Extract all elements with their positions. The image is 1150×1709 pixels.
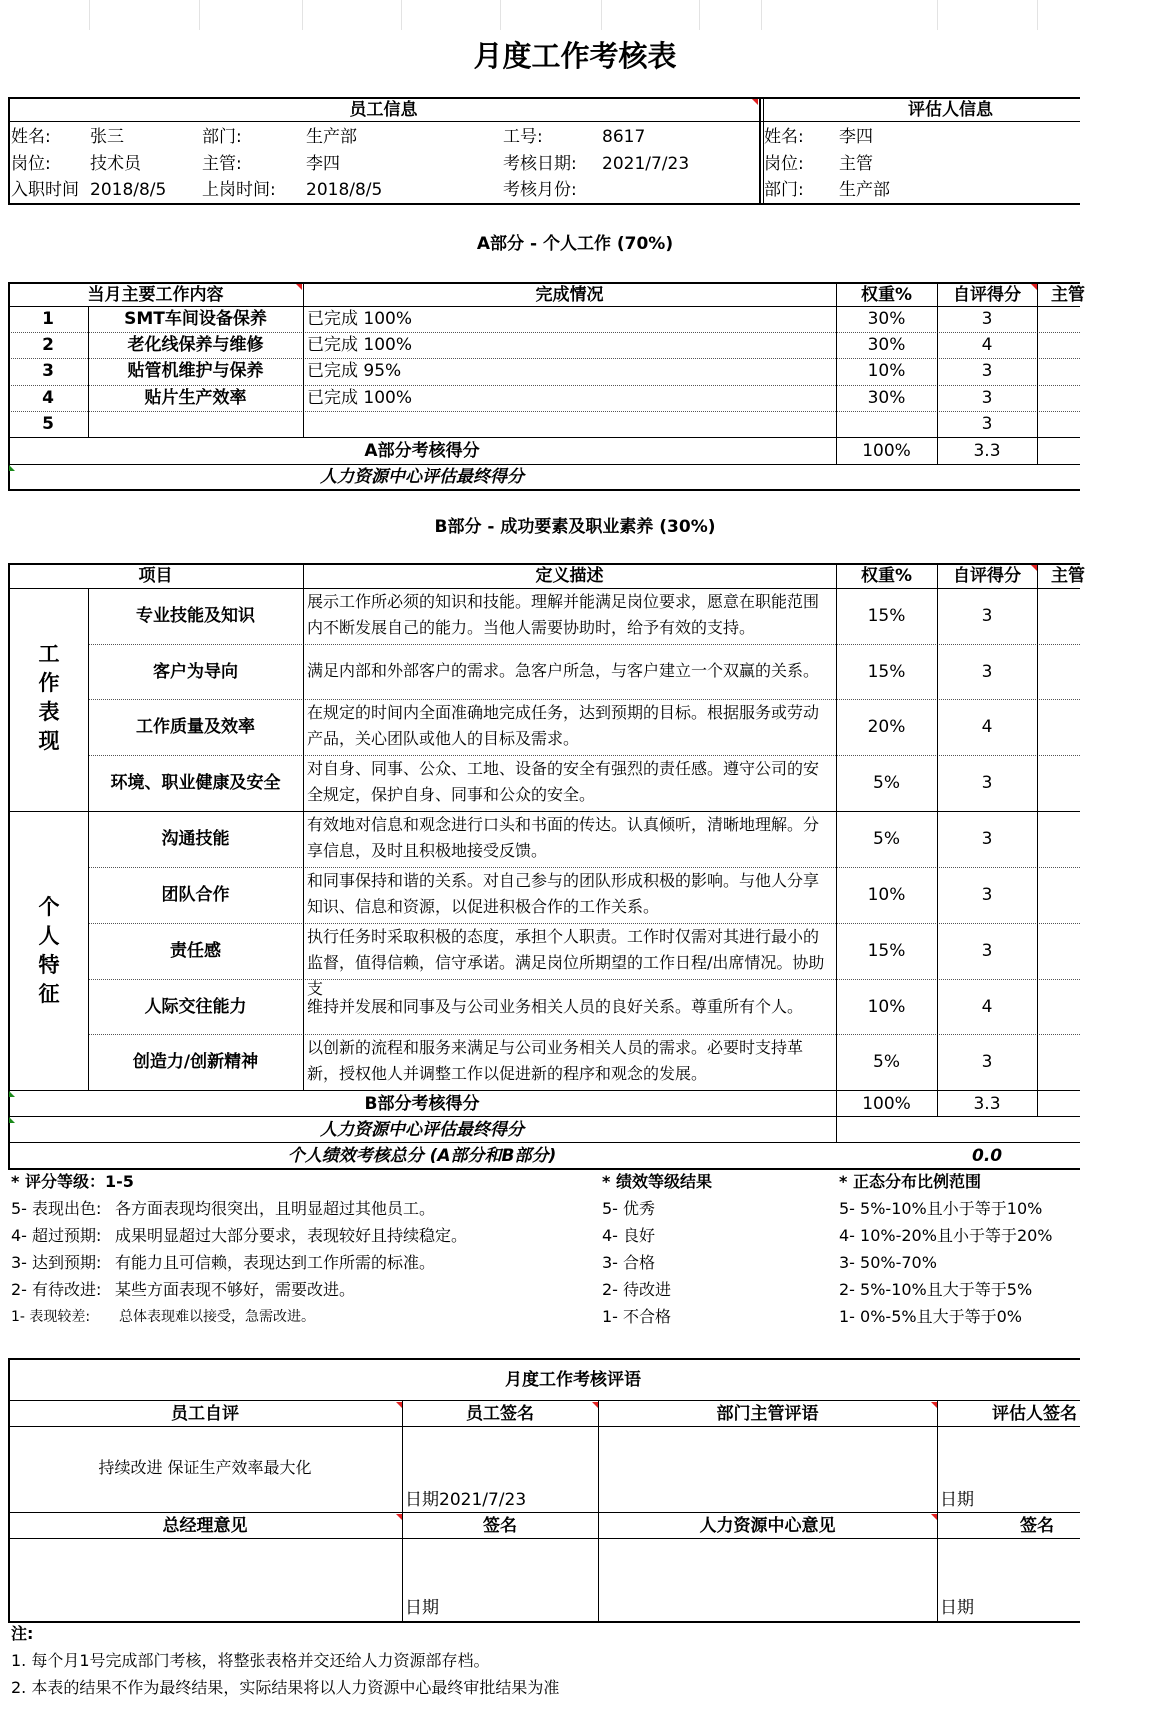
table-row-no: 4 xyxy=(42,388,54,408)
self-eval-label: 员工自评 xyxy=(171,1404,239,1424)
hr-opinion-label: 人力资源中心意见 xyxy=(699,1516,836,1536)
part-a-hr-label: 人力资源中心评估最终得分 xyxy=(320,467,524,487)
table-row-weight: 5% xyxy=(873,773,900,793)
part-b-total-label: B部分考核得分 xyxy=(364,1094,480,1114)
table-row-desc: 执行任务时采取积极的态度，承担个人职责。工作时仅需对其进行最小的监督，值得信赖，信守承诺。满足岗位所期望的工作日程/出席情况。协助支 xyxy=(307,927,825,998)
part-b-total-score: 3.3 xyxy=(973,1094,1001,1114)
table-row-no: 5 xyxy=(42,414,54,434)
hire-date: 2018/8/5 xyxy=(90,180,167,200)
table-row-score: 3 xyxy=(981,885,993,905)
review-date: 2021/7/23 xyxy=(602,154,690,174)
table-row-weight: 5% xyxy=(873,1052,900,1072)
overall-score: 0.0 xyxy=(972,1146,1003,1166)
table-row-task: 贴管机维护与保养 xyxy=(127,361,264,381)
table-row-score: 3 xyxy=(981,829,993,849)
result-item: 5- 优秀 xyxy=(602,1199,656,1218)
table-row-status: 已完成 100% xyxy=(307,309,413,329)
table-row-item: 创造力/创新精神 xyxy=(132,1052,259,1072)
rating-text: 总体表现难以接受，急需改进。 xyxy=(119,1309,315,1325)
table-row-weight: 15% xyxy=(867,662,906,682)
employee-position: 技术员 xyxy=(90,154,141,174)
table-row-desc: 对自身、同事、公众、工地、设备的安全有强烈的责任感。遵守公司的安全规定，保护自身、同事和公众的安全。 xyxy=(307,759,820,804)
overall-score-label: 个人绩效考核总分 (A部分和B部分) xyxy=(287,1146,557,1166)
table-row-no: 1 xyxy=(42,309,54,329)
id-label: 工号: xyxy=(503,127,543,147)
hr-sign-label: 签名 xyxy=(1020,1516,1054,1536)
table-row-weight: 5% xyxy=(873,829,900,849)
table-row-score: 3 xyxy=(981,662,993,682)
table-row-weight: 10% xyxy=(867,361,906,381)
table-row-weight: 30% xyxy=(867,388,906,408)
evaluator-name: 李四 xyxy=(839,127,873,147)
employee-sign-date[interactable]: 日期2021/7/23 xyxy=(405,1490,527,1510)
rating-level: 4- 超过预期: xyxy=(11,1226,102,1245)
table-row-weight: 30% xyxy=(867,309,906,329)
part-a-total-weight: 100% xyxy=(862,441,911,461)
table-row-desc: 有效地对信息和观念进行口头和书面的传达。认真倾听，清晰地理解。分享信息，及时且积极地接受反馈。 xyxy=(307,815,820,860)
part-a-header-weight: 权重% xyxy=(860,285,913,305)
part-b-header-desc: 定义描述 xyxy=(535,566,604,586)
onboard-date: 2018/8/5 xyxy=(306,180,383,200)
employee-id: 8617 xyxy=(602,127,646,147)
table-row-score: 4 xyxy=(981,335,993,355)
rating-level: 2- 有待改进: xyxy=(11,1280,102,1299)
part-b-header-item: 项目 xyxy=(138,566,173,586)
rating-text: 有能力且可信赖，表现达到工作所需的标准。 xyxy=(115,1253,436,1272)
gm-sign-label: 签名 xyxy=(483,1516,517,1536)
position-label: 岗位: xyxy=(11,154,51,174)
table-row-weight: 30% xyxy=(867,335,906,355)
result-item: 3- 合格 xyxy=(602,1253,656,1272)
part-a-total-score: 3.3 xyxy=(973,441,1001,461)
part-b-total-weight: 100% xyxy=(862,1094,911,1114)
onboard-label: 上岗时间: xyxy=(202,180,276,200)
table-row-item: 责任感 xyxy=(170,941,221,961)
distribution-item: 3- 50%-70% xyxy=(839,1253,937,1272)
rating-text: 某些方面表现不够好，需要改进。 xyxy=(115,1280,356,1299)
rating-text: 成果明显超过大部分要求，表现较好且持续稳定。 xyxy=(115,1226,468,1245)
part-a-header-task: 当月主要工作内容 xyxy=(87,285,224,305)
part-a-header-supervisor: 主管 xyxy=(1051,285,1085,305)
table-row-weight: 20% xyxy=(867,717,906,737)
gm-sign-date[interactable]: 日期 xyxy=(405,1598,439,1618)
table-row-score: 4 xyxy=(981,717,993,737)
table-row-weight: 10% xyxy=(867,997,906,1017)
result-item: 2- 待改进 xyxy=(602,1280,672,1299)
employee-supervisor: 李四 xyxy=(306,154,340,174)
evaluator-sign-label: 评估人签名 xyxy=(992,1404,1077,1424)
note-item: 1. 每个月1号完成部门考核，将整张表格并交还给人力资源部存档。 xyxy=(11,1651,490,1670)
table-row-score: 3 xyxy=(981,361,993,381)
part-a-header-status: 完成情况 xyxy=(535,285,604,305)
manager-comment-label: 部门主管评语 xyxy=(716,1404,819,1424)
part-b-header-self-score: 自评得分 xyxy=(953,566,1021,586)
table-row-desc: 维持并发展和同事及与公司业务相关人员的良好关系。尊重所有个人。 xyxy=(307,997,804,1016)
evaluator-dept-label: 部门: xyxy=(764,180,804,200)
part-a-header-self-score: 自评得分 xyxy=(953,285,1021,305)
table-row-item: 工作质量及效率 xyxy=(136,717,255,737)
note-item: 2. 本表的结果不作为最终结果，实际结果将以人力资源中心最终审批结果为准 xyxy=(11,1678,560,1697)
comments-title: 月度工作考核评语 xyxy=(505,1370,641,1390)
table-row-no: 3 xyxy=(42,361,54,381)
table-row-score: 3 xyxy=(981,941,993,961)
table-row-desc: 展示工作所必须的知识和技能。理解并能满足岗位要求，愿意在职能范围内不断发展自己的能力。当他人需要协助时，给予有效的支持。 xyxy=(307,592,820,637)
table-row-item: 专业技能及知识 xyxy=(136,606,255,626)
table-row-score: 3 xyxy=(981,388,993,408)
distribution-title: * 正态分布比例范围 xyxy=(839,1172,981,1191)
hr-sign-date[interactable]: 日期 xyxy=(940,1598,974,1618)
month-label: 考核月份: xyxy=(503,180,577,200)
table-row-weight: 15% xyxy=(867,606,906,626)
evaluator-dept: 生产部 xyxy=(839,180,890,200)
distribution-item: 2- 5%-10%且大于等于5% xyxy=(839,1280,1033,1299)
table-row-status: 已完成 95% xyxy=(307,361,402,381)
table-row-score: 3 xyxy=(981,414,993,434)
table-row-item: 团队合作 xyxy=(161,885,230,905)
distribution-item: 1- 0%-5%且大于等于0% xyxy=(839,1307,1022,1326)
dept-label: 部门: xyxy=(202,127,242,147)
notes-title: 注: xyxy=(11,1624,34,1643)
table-row-task: SMT车间设备保养 xyxy=(124,309,267,329)
table-row-score: 4 xyxy=(981,997,993,1017)
table-row-score: 3 xyxy=(981,1052,993,1072)
rating-text: 各方面表现均很突出，且明显超过其他员工。 xyxy=(115,1199,436,1218)
evaluator-name-label: 姓名: xyxy=(764,127,804,147)
name-label: 姓名: xyxy=(11,127,51,147)
distribution-item: 4- 10%-20%且小于等于20% xyxy=(839,1226,1053,1245)
part-b-hr-label: 人力资源中心评估最终得分 xyxy=(320,1120,524,1140)
rating-level: 1- 表现较差: xyxy=(11,1309,91,1325)
table-row-score: 3 xyxy=(981,606,993,626)
part-a-total-label: A部分考核得分 xyxy=(364,441,480,461)
table-row-score: 3 xyxy=(981,773,993,793)
employee-info-header: 员工信息 xyxy=(349,100,418,120)
page-title: 月度工作考核表 xyxy=(473,39,677,73)
employee-dept: 生产部 xyxy=(306,127,357,147)
table-row-task: 老化线保养与维修 xyxy=(127,335,264,355)
hire-label: 入职时间 xyxy=(11,180,79,200)
table-row-item: 沟通技能 xyxy=(161,829,230,849)
distribution-item: 5- 5%-10%且小于等于10% xyxy=(839,1199,1043,1218)
result-item: 4- 良好 xyxy=(602,1226,656,1245)
gm-opinion-label: 总经理意见 xyxy=(162,1516,248,1536)
table-row-item: 环境、职业健康及安全 xyxy=(110,773,281,793)
table-row-score: 3 xyxy=(981,309,993,329)
table-row-no: 2 xyxy=(42,335,54,355)
table-row-desc: 在规定的时间内全面准确地完成任务，达到预期的目标。根据服务或劳动产品，关心团队或他人的目标及需求。 xyxy=(307,703,820,748)
table-row-desc: 以创新的流程和服务来满足与公司业务相关人员的需求。必要时支持革新，授权他人并调整工作以促进新的程序和观念的发展。 xyxy=(307,1038,804,1083)
table-row-desc: 和同事保持和谐的关系。对自己参与的团队形成积极的影响。与他人分享知识、信息和资源，以促进积极合作的工作关系。 xyxy=(307,871,820,916)
result-item: 1- 不合格 xyxy=(602,1307,672,1326)
rating-title: * 评分等级：1-5 xyxy=(11,1172,134,1191)
group-work-performance: 工 作 表 现 xyxy=(38,642,60,753)
evaluator-position-label: 岗位: xyxy=(764,154,804,174)
rating-level: 3- 达到预期: xyxy=(11,1253,102,1272)
part-b-header-weight: 权重% xyxy=(860,566,913,586)
table-row-status: 已完成 100% xyxy=(307,335,413,355)
review-date-label: 考核日期: xyxy=(503,154,577,174)
self-eval-text[interactable]: 持续改进 保证生产效率最大化 xyxy=(98,1458,312,1477)
part-b-title: B部分 - 成功要素及职业素养 (30%) xyxy=(434,517,716,537)
table-row-weight: 15% xyxy=(867,941,906,961)
employee-sign-label: 员工签名 xyxy=(466,1404,534,1424)
evaluator-info-header: 评估人信息 xyxy=(908,100,993,120)
result-title: * 绩效等级结果 xyxy=(602,1172,712,1191)
table-row-status: 已完成 100% xyxy=(307,388,413,408)
evaluator-sign-date[interactable]: 日期 xyxy=(940,1490,974,1510)
supervisor-label: 主管: xyxy=(202,154,242,174)
group-personal-traits: 个 人 特 征 xyxy=(38,895,60,1006)
table-row-weight: 10% xyxy=(867,885,906,905)
table-row-task: 贴片生产效率 xyxy=(144,388,247,408)
table-row-desc: 满足内部和外部客户的需求。急客户所急，与客户建立一个双赢的关系。 xyxy=(307,661,820,680)
rating-level: 5- 表现出色: xyxy=(11,1199,102,1218)
evaluator-position: 主管 xyxy=(839,154,873,174)
employee-name: 张三 xyxy=(90,127,124,147)
part-a-title: A部分 - 个人工作 (70%) xyxy=(476,234,674,254)
table-row-item: 人际交往能力 xyxy=(144,997,247,1017)
part-b-header-supervisor: 主管 xyxy=(1051,566,1085,586)
table-row-item: 客户为导向 xyxy=(153,662,238,682)
